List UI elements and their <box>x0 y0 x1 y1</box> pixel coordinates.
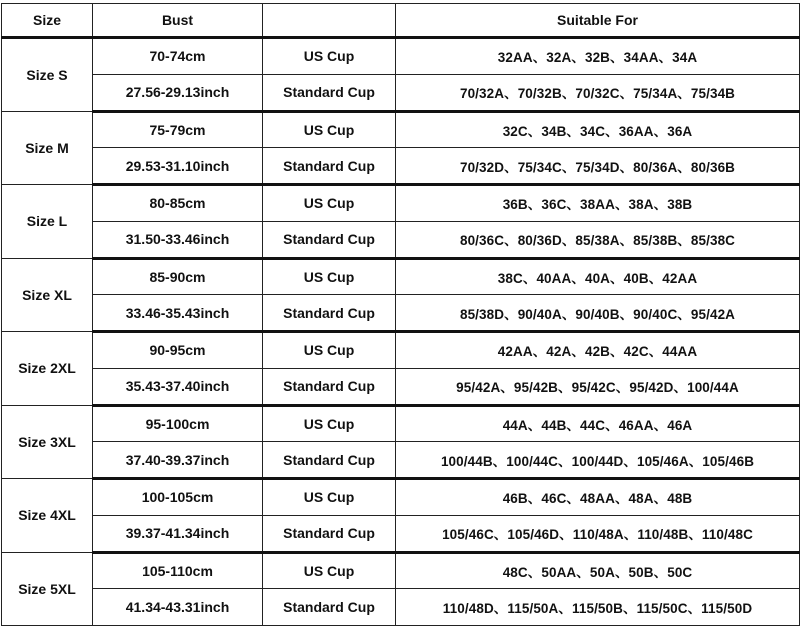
size-label: Size 3XL <box>2 405 93 479</box>
table-row <box>2 185 800 222</box>
bust-cm: 80-85cm <box>93 185 263 222</box>
cup-type: US Cup <box>263 332 396 369</box>
size-label: Size 5XL <box>2 552 93 626</box>
cup-type: Standard Cup <box>263 148 396 185</box>
bust-cm: 70-74cm <box>93 38 263 75</box>
table-row <box>2 552 800 589</box>
table-row <box>2 442 800 479</box>
table-row <box>2 332 800 369</box>
bust-inch: 27.56-29.13inch <box>93 74 263 111</box>
table-row <box>2 589 800 626</box>
table-row <box>2 405 800 442</box>
size-label: Size XL <box>2 258 93 332</box>
bust-inch: 29.53-31.10inch <box>93 148 263 185</box>
bust-cm: 90-95cm <box>93 332 263 369</box>
suitable-sizes: 36B、36C、38AA、38A、38B <box>396 185 800 222</box>
size-label: Size 4XL <box>2 479 93 553</box>
cup-type: US Cup <box>263 185 396 222</box>
table-row <box>2 74 800 111</box>
cup-type: Standard Cup <box>263 442 396 479</box>
cup-type: US Cup <box>263 258 396 295</box>
bust-cm: 75-79cm <box>93 111 263 148</box>
size-chart-table <box>1 3 800 626</box>
bust-inch: 35.43-37.40inch <box>93 368 263 405</box>
header-suitable-for: Suitable For <box>396 4 800 38</box>
suitable-sizes: 44A、44B、44C、46AA、46A <box>396 405 800 442</box>
suitable-sizes: 95/42A、95/42B、95/42C、95/42D、100/44A <box>396 368 800 405</box>
table-row <box>2 515 800 552</box>
cup-type: US Cup <box>263 111 396 148</box>
bust-inch: 31.50-33.46inch <box>93 221 263 258</box>
header-size: Size <box>2 4 93 38</box>
suitable-sizes: 38C、40AA、40A、40B、42AA <box>396 258 800 295</box>
bust-cm: 100-105cm <box>93 479 263 516</box>
table-row <box>2 368 800 405</box>
suitable-sizes: 42AA、42A、42B、42C、44AA <box>396 332 800 369</box>
suitable-sizes: 105/46C、105/46D、110/48A、110/48B、110/48C <box>396 515 800 552</box>
suitable-sizes: 46B、46C、48AA、48A、48B <box>396 479 800 516</box>
cup-type: Standard Cup <box>263 295 396 332</box>
table-row <box>2 479 800 516</box>
size-label: Size S <box>2 38 93 112</box>
cup-type: Standard Cup <box>263 589 396 626</box>
header-row <box>2 4 800 38</box>
suitable-sizes: 70/32D、75/34C、75/34D、80/36A、80/36B <box>396 148 800 185</box>
cup-type: US Cup <box>263 479 396 516</box>
cup-type: US Cup <box>263 405 396 442</box>
cup-type: US Cup <box>263 552 396 589</box>
header-cup-type <box>263 4 396 38</box>
bust-cm: 105-110cm <box>93 552 263 589</box>
cup-type: US Cup <box>263 38 396 75</box>
table-row <box>2 148 800 185</box>
cup-type: Standard Cup <box>263 515 396 552</box>
cup-type: Standard Cup <box>263 221 396 258</box>
header-bust: Bust <box>93 4 263 38</box>
suitable-sizes: 100/44B、100/44C、100/44D、105/46A、105/46B <box>396 442 800 479</box>
table-row <box>2 111 800 148</box>
bust-inch: 41.34-43.31inch <box>93 589 263 626</box>
size-label: Size M <box>2 111 93 185</box>
size-chart-body <box>2 38 800 626</box>
table-row <box>2 38 800 75</box>
suitable-sizes: 70/32A、70/32B、70/32C、75/34A、75/34B <box>396 74 800 111</box>
suitable-sizes: 48C、50AA、50A、50B、50C <box>396 552 800 589</box>
suitable-sizes: 32C、34B、34C、36AA、36A <box>396 111 800 148</box>
cup-type: Standard Cup <box>263 74 396 111</box>
table-row <box>2 295 800 332</box>
cup-type: Standard Cup <box>263 368 396 405</box>
suitable-sizes: 80/36C、80/36D、85/38A、85/38B、85/38C <box>396 221 800 258</box>
size-label: Size L <box>2 185 93 259</box>
size-label: Size 2XL <box>2 332 93 406</box>
bust-inch: 33.46-35.43inch <box>93 295 263 332</box>
suitable-sizes: 32AA、32A、32B、34AA、34A <box>396 38 800 75</box>
suitable-sizes: 110/48D、115/50A、115/50B、115/50C、115/50D <box>396 589 800 626</box>
bust-cm: 85-90cm <box>93 258 263 295</box>
bust-cm: 95-100cm <box>93 405 263 442</box>
suitable-sizes: 85/38D、90/40A、90/40B、90/40C、95/42A <box>396 295 800 332</box>
bust-inch: 37.40-39.37inch <box>93 442 263 479</box>
table-row <box>2 258 800 295</box>
bust-inch: 39.37-41.34inch <box>93 515 263 552</box>
table-row <box>2 221 800 258</box>
